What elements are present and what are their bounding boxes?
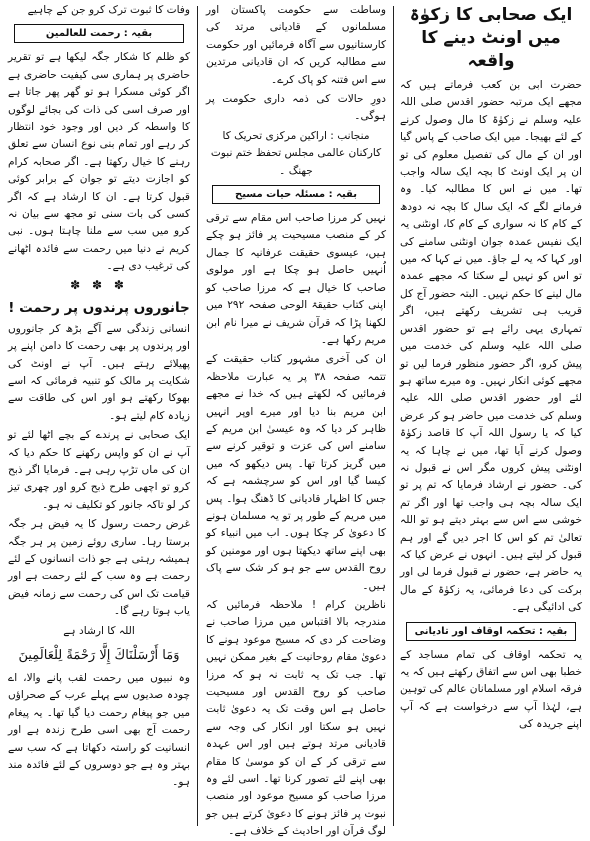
- continuation-label-awqaf: بقیہ : تحکمہ اوقاف اور تادیانی: [414, 625, 568, 637]
- article-body-animals-2: ایک صحابی نے پرندے کے بچے اٹھا لئے تو آپ نے ان کو واپس رکھنے کا حکم دیا کہ ان کی ماں تڑپ رہی ہے۔ فرمایا اگر ذبح کرو تو اچھی طرح ذبح کرو اور چھری تیز کر لو تاکہ جانور کو تکلیف نہ ہو۔: [8, 429, 190, 511]
- continuation-label-rahmat: بقیہ : رحمت للعالمین: [45, 28, 153, 40]
- continuation-label-masih: بقیہ : مسئلہ حیات مسیح: [235, 189, 357, 201]
- right-column: [396, 2, 586, 828]
- article-body-masih-2: ان کی آخری مشہور کتاب حقیقت کے تتمہ صفحہ ۳۸ پر یہ عبارت ملاحظہ فرمائیں کہ لکھتے ہیں کہ خدا نے مجھے ابن مریم بنا دیا اور میرے اوپر انہیں ظاہر کر دیا کہ وہ عیسیٰ ابن مریم کے سامنے اس کی عزت و توقیر کرنے سے میں گریز کرتا تھا۔ پس دیکھو کہ میں کیسا گیا اور اس کو سرچشمہ ہے کہ جس کا اظہار قادیانی کا ڈھنگ ہوا۔ پس میں مریم کے طور پر تو یہ مسلمان ہونے کا دعویٰ کر چکا ہوں۔ اب میں انبیاء کو بھی اپنے ساتھ دیکھتا ہوں اور مومنین کو روح القدس سے جو ہو کر شک سے پاک ہیں۔: [206, 353, 386, 592]
- middle-column: [202, 2, 390, 838]
- quran-verse: وَمَا أَرْسَلْنَاكَ إِلَّا رَحْمَةً لِلْعَالَمِينَ: [18, 648, 180, 663]
- column-divider-2: [197, 6, 198, 826]
- article-body-masih-1: نہیں کر مرزا صاحب اس مقام سے ترقی کر کے منصب مسیحیت پر فائز ہو چکے ہیں، عیسوی حقیقت عرفانیہ کا جمال اُنہیں حاصل ہو چکا ہے اور مولوی صاحب کا خیال ہے کہ مرزا صاحب کو اپنی کتاب حقیقۃ الوحی صفحہ ۲۹۲ میں لکھنا پڑا کہ قرآن شریف نے میرا نام ابن مریم رکھا ہے۔: [206, 212, 386, 346]
- continuation-box-rahmat: [14, 24, 184, 43]
- article-body-animals-3: غرض رحمت رسول کا یہ فیض ہر جگہ برستا رہا۔ ساری روئے زمین پر ہر جگہ ہمیشہ رہتی ہے جو ذات انسانوں کے لئے رحمت ہے وہ سب کے لئے رحمت ہے اور قیامت تک اس کی رحمت سے زمانہ فیض یاب ہوتا رہے گا۔: [8, 518, 190, 618]
- article-body-rahmat-mid: کو ظلم کا شکار جگہ لیکھا ہے تو تقریر حاضری پر ہماری سی کیفیت حاضری ہے اگر کوئی مسکرا ہو تو گھر پھر جاتا ہے اور صرف اسی کی ذات کی بجائے لوگوں کا واسطہ کر دیں اور وجود خود انتظار کر رہے اور تمام بنی نوع انسان سے تعلق رہنے کا خیال رکھتا ہے۔ اگر صحابہ کرام کو اجازت دیتے تو جوان کے برابر کوئی قبول کرتا ہے۔ ان کا ارشاد ہے کہ اگر کسی کی بات سنی تو مجھ سے بیان نہ کرو میں سب سے ملنا چاہتا ہوں۔ نبی کریم نے دنیا میں رحمت سے فائدہ اٹھانے کی ترغیب دی ہے۔: [8, 51, 190, 273]
- article-body-rahmat-top: وفات کا ثبوت ترک کرو جن کے چاہیے: [27, 4, 190, 16]
- continuation-box-masih: [212, 185, 380, 204]
- column-divider-1: [393, 6, 394, 826]
- article-body-top-1: وساطت سے حکومت پاکستان اور مسلمانوں کے قادیانی مرتد کی کارستانیوں سے آگاہ فرمائیں اور حکومت سے مطالبہ کریں کہ ان قادیانی مرتدین سے اس فتنہ کو پاک کرے۔: [206, 4, 386, 86]
- article-body-end: وہ نبیوں میں رحمت لقب پانے والا، اے چودہ صدیوں سے پہلے عرب کے صحراؤں میں جو پیغام رحمت دیا گیا تھا۔ یہ پیغام رحمت آج بھی اسی طرح زندہ ہے اور انسانیت کو راستہ دکھاتا ہے کہ سب سے بہتر وہ ہے جو دوسروں کے لئے فائدہ مند ہو۔: [8, 672, 190, 789]
- article-body-awqaf: یہ تحکمہ اوقاف کی تمام مساجد کے خطبا بھی اس سے اتفاق رکھتے ہیں کہ یہ فرقہ اسلام اور مسلمانان عالم کی توہین ہے، لہٰذا آپ سے درخواست ہے کہ آپ اپنے جریدہ کی: [400, 648, 582, 731]
- section-subhead-animals: جانوروں پرندوں پر رحمت !: [8, 299, 190, 316]
- left-column: [4, 2, 194, 828]
- article-signoff: منجانب : اراکین مرکزی تحریک کا کارکنان عالمی مجلس تحفظ ختم نبوت جھنگ ۔: [210, 129, 382, 177]
- continuation-box-awqaf: [406, 622, 576, 641]
- ornament-divider: ✽ ✽ ✽: [70, 277, 128, 292]
- article-body-top-2: دورِ حالات کی ذمہ داری حکومت پر ہوگی۔: [206, 93, 386, 123]
- article-body-zakat: حضرت ابی بن کعب فرماتے ہیں کہ مجھے ایک مرتبہ حضور اقدس صلی اللہ علیہ وسلم نے زکوٰۃ کا مال وصول کرنے کے لئے بھیجا۔ میں ایک صاحب کے پاس گیا اور ان کے مال کی تفصیل معلوم کی تو ان پر ایک اونٹ کا بچہ ایک سالہ واجب تھا۔ میں نے اس کا مطالبہ کیا۔ وہ فرمانے لگے کہ ایک سال کا بچہ نہ دودھ کے کام کا نہ سواری کے کام کا، اونٹنی یہ ایک نفیس عمدہ جوان اونٹنی سامنے کی اور کہا کہ یہ لے جاؤ۔ میں نے کہا کہ میں تو اس کو نہیں لے سکتا کہ مجھے عمدہ مال لینے کا حکم نہیں۔ البتہ حضور آج کل قریب ہی تشریف رکھتے ہیں، اگر تمہاری یہی رائے ہے تو حضور اقدس صلی اللہ علیہ وسلم کی خدمت میں پیش کرو، اگر حضور منظور فرما لیں تو مجھے کوئی انکار نہیں۔ وہ میرے ساتھ ہو لئے اور حضور اقدس صلی اللہ علیہ وسلم کی خدمت میں حاضر ہو کر عرض کیا کہ یا رسول اللہ آپ کا قاصد زکوٰۃ وصول کرنے آیا تھا، میں نے چاہا کہ یہ اونٹنی پیش کروں مگر اس نے قبول نہ کی۔ حضور نے ارشاد فرمایا کہ تم پر تو ایک سالہ بچہ ہی واجب تھا اور اگر تم خوشی سے اس سے بہتر دیتے ہو تو اللہ تعالیٰ تم کو اس کا اجر دیں گے اور ہم قبول کر لیتے ہیں۔ انہوں نے عرض کیا کہ یہ حاضر ہے، حضور نے قبول فرما لی اور برکت کی دعا فرمائی، یہ زکوٰۃ کے مال کی ادائیگی ہے۔: [400, 79, 582, 614]
- signoff-irshad: اللہ کا ارشاد ہے: [63, 624, 135, 637]
- article-body-masih-3: ناظرین کرام ! ملاحظہ فرمائیں کہ مندرجہ بالا اقتباس میں مرزا صاحب نے وضاحت کر دی کہ مسیح موعود ہونے کا دعویٰ مقام روحانیت کے بغیر ممکن نہیں تھا۔ جب تک یہ ثابت نہ ہو کہ مرزا صاحب کو روح القدس اور مسیحیت حاصل ہے اس وقت تک یہ دعویٰ ثابت نہیں ہو سکتا اور انکار کی وجہ سے قادیانی مرتد ہوتے ہیں اور اس عہدہ سے ترقی کر کے ان کو موسیٰ کا مقام بھی اپنے لئے تصور کرنا تھا۔ اسی لئے وہ مرزا صاحب کو مسیح موعود اور منصب نبوت پر فائز ہونے کا دعویٰ کرتے ہیں جو لوگ قرآن اور احادیث کے خلاف ہے۔: [206, 599, 386, 838]
- article-headline-zakat: ایک صحابی کا زکوٰۃ میں اونٹ دینے کا واقعہ: [409, 5, 573, 71]
- article-body-animals-1: انسانی زندگی سے آگے بڑھ کر جانوروں اور پرندوں پر بھی رحمت کا دامن اپنے پر پھیلائے رہتے ہیں۔ آپ نے اونٹ کی شکایت پر مالک کو تنبیہ فرمائی کہ اسے بھوکا رکھتے ہو اور اس کی طاقت سے زیادہ کام لیتے ہو۔: [8, 322, 190, 422]
